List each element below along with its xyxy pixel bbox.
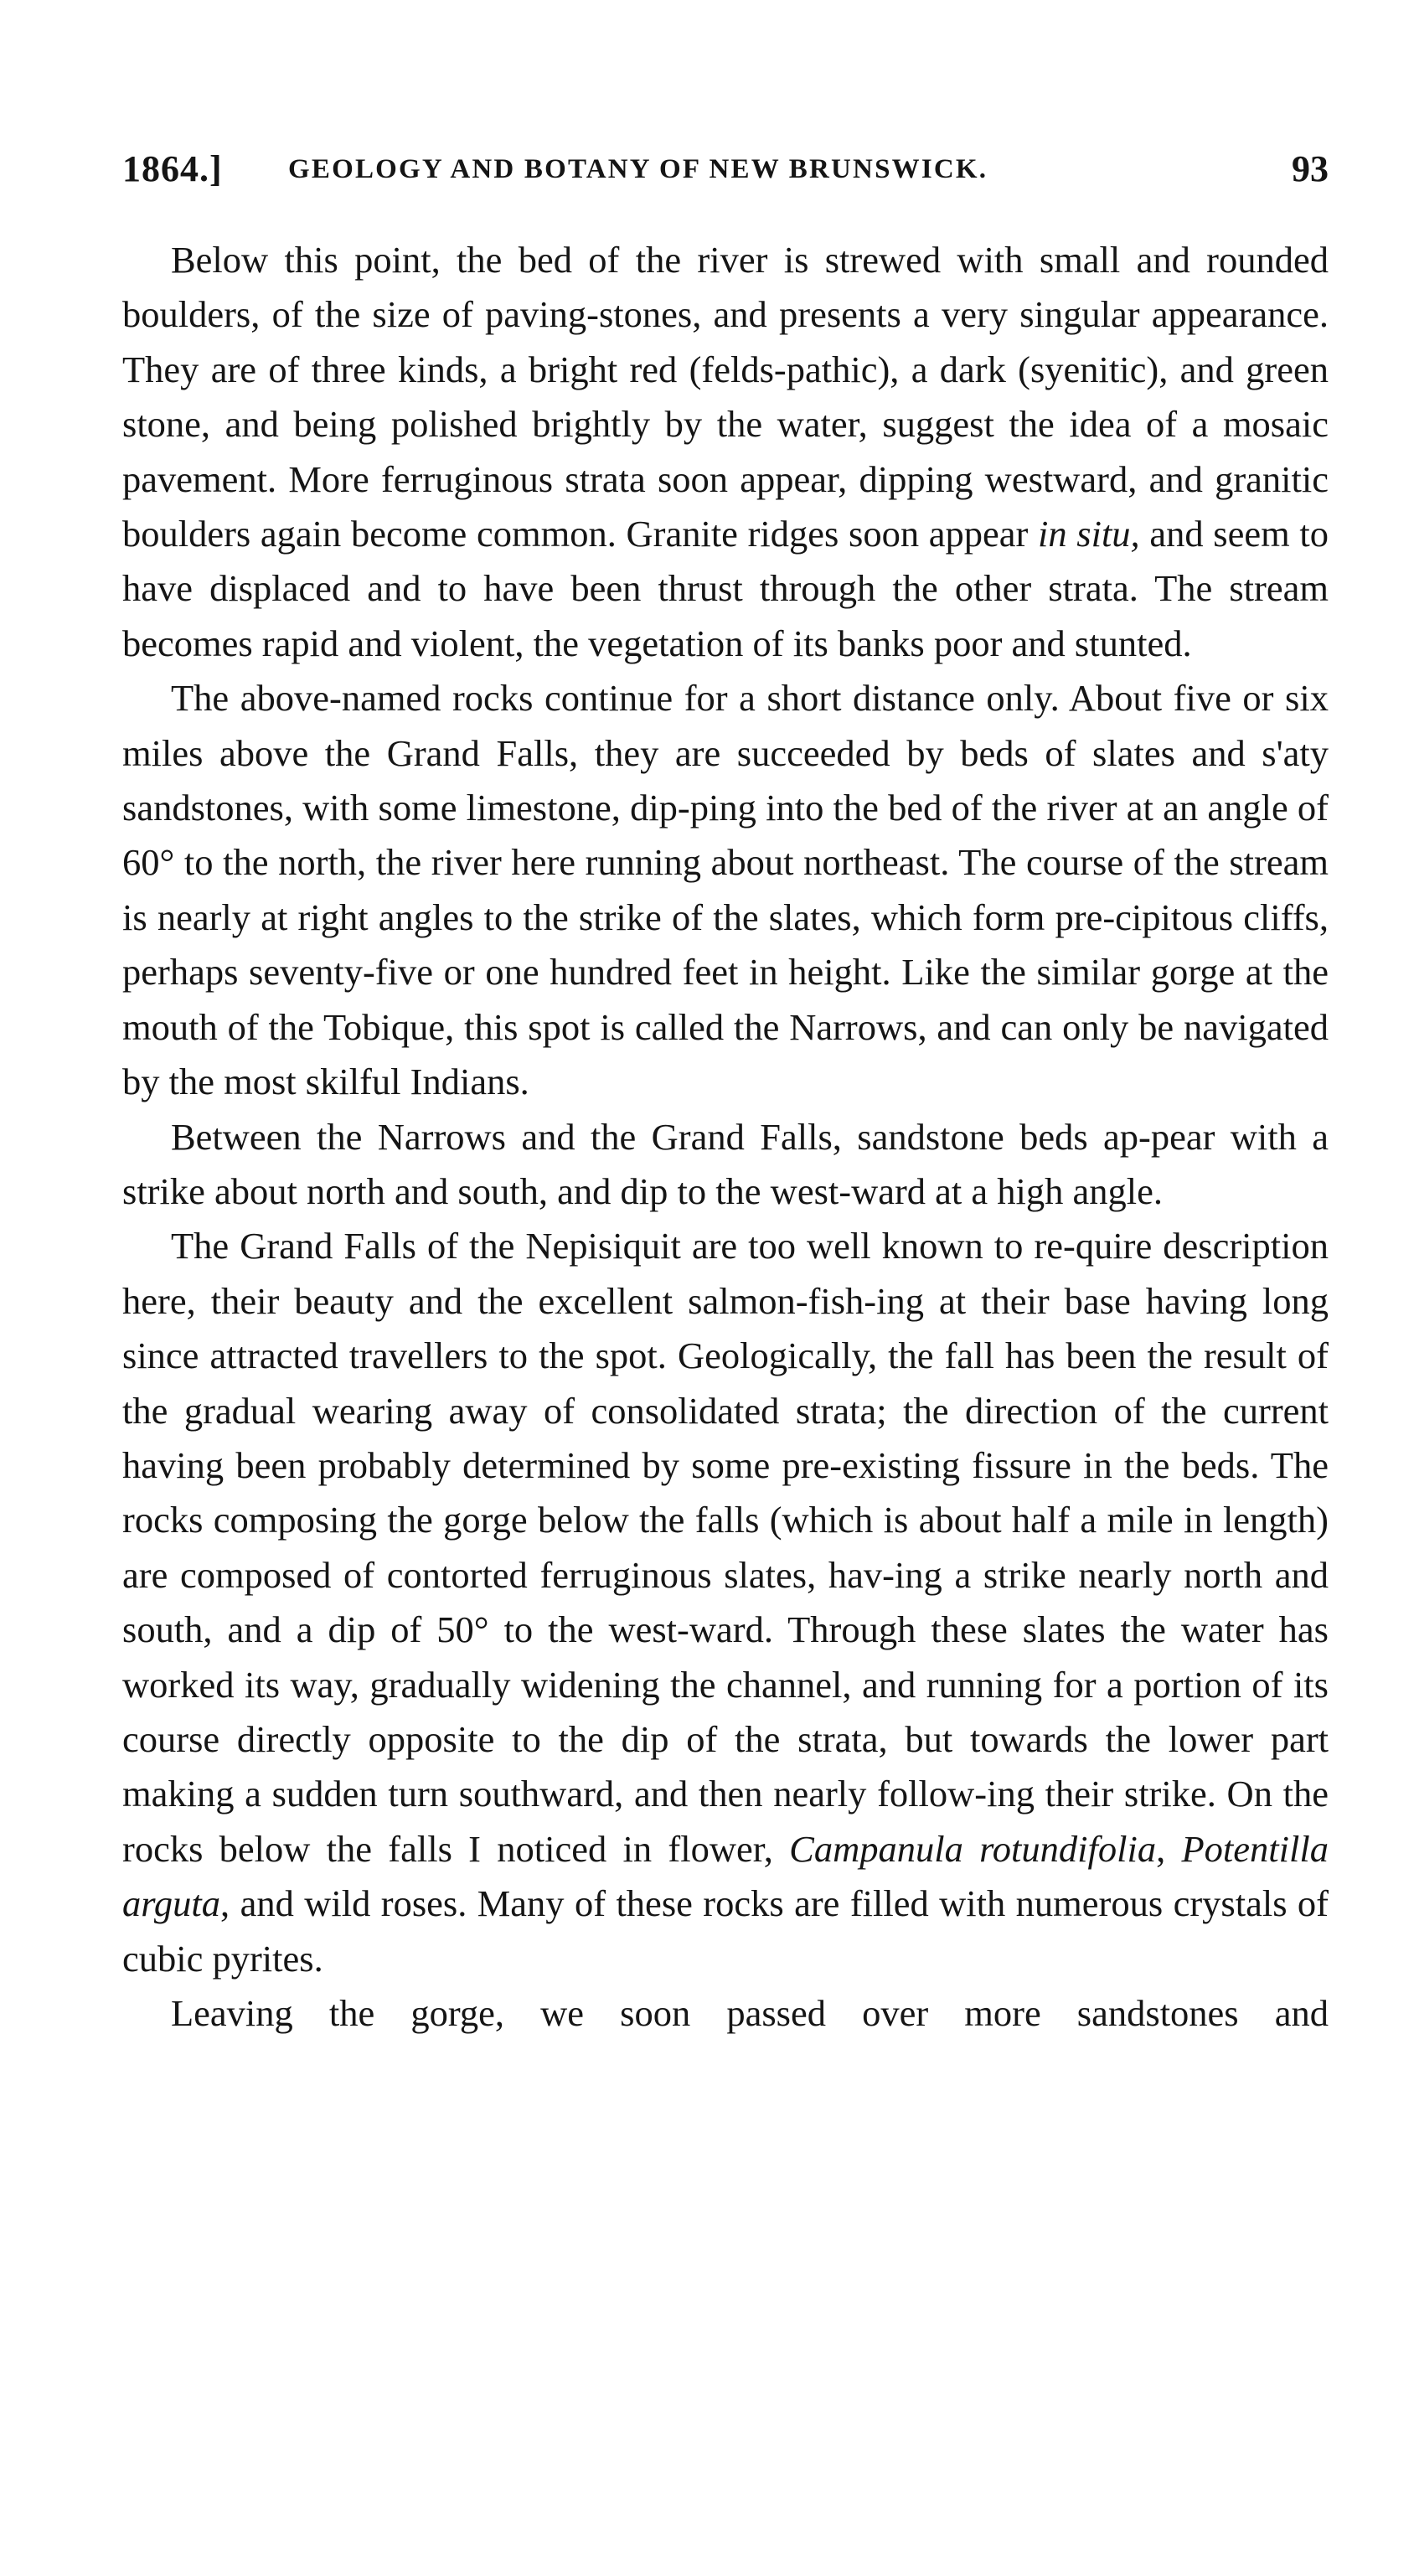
page-number: 93: [1292, 148, 1329, 189]
header-title: GEOLOGY AND BOTANY OF NEW BRUNSWICK.: [288, 154, 988, 184]
paragraph-4-text-b: , and wild roses. Many of these rocks are filled with numerous crystals of cubic pyrites.: [122, 1882, 1329, 1980]
paragraph-5: Leaving the gorge, we soon passed over more sandstones and: [171, 1992, 1329, 2034]
paragraph-1: [122, 233, 1329, 671]
paragraph-4-italic-campanula: Campanula rotundifolia: [789, 1827, 1157, 1870]
running-header: [122, 147, 1329, 198]
header-year: 1864.]: [122, 148, 223, 189]
paragraph-1-text-b: and seem to have displaced and to have been thrust through the other strata. The stream becomes rapid and violent, the vegetation of its banks poor and stunted.: [122, 513, 1329, 664]
paragraph-4-text-comma: ,: [1156, 1827, 1182, 1870]
paragraph-4-italic-potentilla: Potentilla arguta: [122, 1827, 1329, 1925]
paragraph-4: [122, 1219, 1329, 1986]
paragraph-1-italic: in situ,: [1037, 513, 1140, 555]
paragraph-3: Between the Narrows and the Grand Falls, sandstone beds ap-pear with a strike about north and south, and dip to the west-ward at a high angle.: [122, 1115, 1329, 1212]
paragraph-4-text-a: The Grand Falls of the Nepisiquit are too well known to re-quire description here, their beauty and the excellent salmon-fish-ing at their base having long since attracted travellers to the spot. Geologically, the fall has been the result of the gradual wearing away of consolidated strata; the direction of the current having been probably determined by some pre-existing fissure in the beds. The rocks composing the gorge below the falls (which is about half a mile in length) are composed of contorted ferruginous slates, hav-ing a strike nearly north and south, and a dip of 50° to the west-ward. Through these slates the water has worked its way, gradually widening the channel, and running for a portion of its course directly opposite to the dip of the strata, but towards the lower part making a sudden turn southward, and then nearly follow-ing their strike. On the rocks below the falls I noticed in flower,: [122, 1225, 1329, 1870]
paragraph-1-text-a: Below this point, the bed of the river is strewed with small and rounded boulders, of the size of paving-stones, and presents a very singular appearance. They are of three kinds, a bright red (felds-pathic), a dark (syenitic), and green stone, and being polished brightly by the water, suggest the idea of a mosaic pavement. More ferruginous strata soon appear, dipping westward, and granitic boulders again become common. Granite ridges soon appear: [122, 239, 1329, 555]
paragraph-2: The above-named rocks continue for a short distance only. About five or six miles above the Grand Falls, they are succeeded by beds of slates and s'aty sandstones, with some limestone, dip-ping into the bed of the river at an angle of 60° to the north, the river here running about northeast. The course of the stream is nearly at right angles to the strike of the slates, which form pre-cipitous cliffs, perhaps seventy-five or one hundred feet in height. Like the similar gorge at the mouth of the Tobique, this spot is called the Narrows, and can only be navigated by the most skilful Indians.: [122, 677, 1329, 1103]
body-text: [122, 233, 1329, 2041]
